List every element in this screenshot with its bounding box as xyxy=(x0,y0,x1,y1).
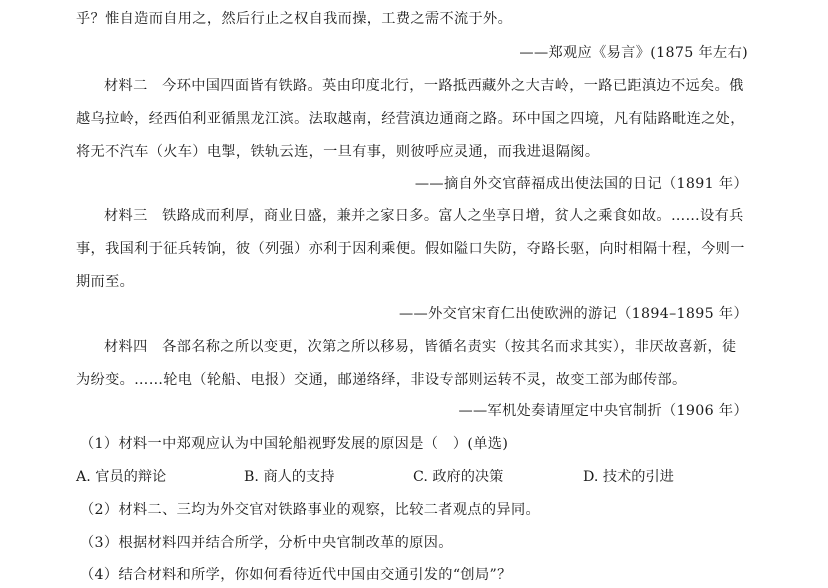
material-three-line: 期而至。 xyxy=(76,274,135,290)
source-citation: ——郑观应《易言》(1875 年左右) xyxy=(519,45,748,61)
option-a[interactable]: A. 官员的辩论 xyxy=(76,469,167,485)
material-two-line: 将无不汽车（火车）电掣，铁轨云连，一旦有事，则彼呼应灵通，而我进退隔阂。 xyxy=(76,144,600,160)
option-c[interactable]: C. 政府的决策 xyxy=(413,469,504,485)
source-citation: ——外交官宋育仁出使欧洲的游记（1894–1895 年） xyxy=(399,306,748,322)
option-b[interactable]: B. 商人的支持 xyxy=(244,469,335,485)
material-two-line: 材料二 今环中国四面皆有铁路。英由印度北行，一路抵西藏外之大吉岭，一路已距滇边不远矣。俄 xyxy=(104,78,744,94)
material-three-line: 事，我国利于征兵转饷，彼（列强）亦利于因利乘便。假如隘口失防，夺路长驱，向时相隔十程，今则一 xyxy=(76,241,745,257)
material-four-line: 为纷变。……轮电（轮船、电报）交通，邮递络绎，非设专部则运转不灵，故变工部为邮传部。 xyxy=(76,372,687,388)
question-1: （1）材料一中郑观应认为中国轮船视野发展的原因是（ ）(单选) xyxy=(80,436,509,452)
source-citation: ——摘自外交官薛福成出使法国的日记（1891 年） xyxy=(414,176,748,192)
material-four-line: 材料四 各部名称之所以变更，次第之所以移易，皆循名责实（按其名而求其实），非厌故喜新，徒 xyxy=(104,339,737,355)
passage-line: 乎？惟自造而自用之，然后行止之权自我而操，工费之需不流于外。 xyxy=(76,11,513,27)
question-2: （2）材料二、三均为外交官对铁路事业的观察，比较二者观点的异同。 xyxy=(80,502,541,518)
question-4: （4）结合材料和所学，你如何看待近代中国由交通引发的“创局”？ xyxy=(80,567,512,583)
option-d[interactable]: D. 技术的引进 xyxy=(583,469,674,485)
question-3: （3）根据材料四并结合所学，分析中央官制改革的原因。 xyxy=(80,535,453,551)
source-citation: ——军机处奏请厘定中央官制折（1906 年） xyxy=(458,403,748,419)
material-two-line: 越乌拉岭，经西伯利亚循黑龙江滨。法取越南，经营滇边通商之路。环中国之四境，凡有陆路毗连之处， xyxy=(76,111,745,127)
material-three-line: 材料三 铁路成而利厚，商业日盛，兼并之家日多。富人之坐享日增，贫人之乘食如故。……设有兵 xyxy=(104,208,744,224)
